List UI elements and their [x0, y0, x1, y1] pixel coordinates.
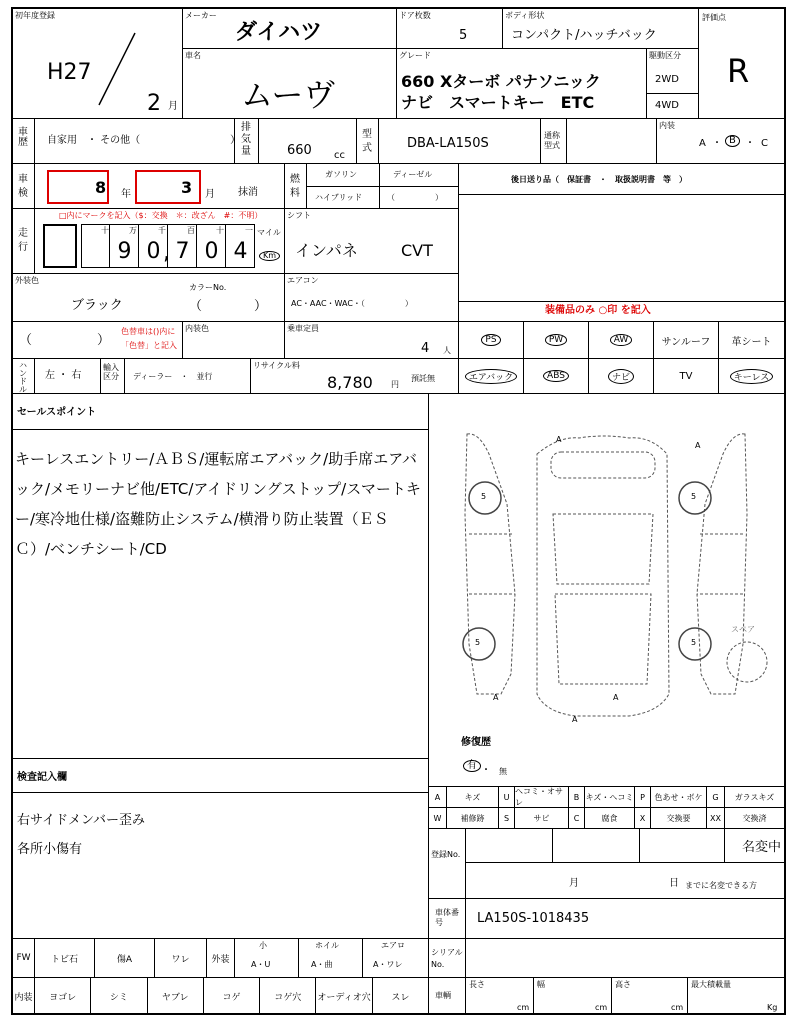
dimensions-label: 車輌 — [435, 991, 451, 1000]
interior-defect-item: ヤブレ — [148, 978, 204, 1015]
odometer-digit-box — [81, 224, 110, 268]
length-label: 長さ — [469, 980, 485, 989]
small-parts-cell — [235, 939, 299, 978]
recycle-label: リサイクル料 — [253, 361, 300, 370]
interior-a: A — [699, 138, 706, 149]
equipment-item — [459, 322, 524, 359]
ac-label: エアコン — [287, 276, 319, 285]
wheel-cell — [299, 939, 363, 978]
first-reg-month: 2 — [147, 91, 161, 116]
length-unit: cm — [517, 1003, 530, 1012]
deposit-label: 預託無 — [411, 374, 435, 383]
legend-meaning: ヘコミ・オサレ — [515, 787, 569, 808]
yen-unit: 円 — [391, 380, 399, 389]
legend-code: U — [499, 787, 515, 808]
equipment-item — [589, 322, 654, 359]
legend-meaning: 補修跡 — [447, 808, 499, 829]
odometer-digit: 0 — [204, 239, 219, 264]
equipment-item-circled: ナビ — [608, 369, 634, 384]
body-value: コンパクト/ハッチバック — [511, 28, 657, 43]
inspection-notes-cell — [13, 759, 429, 939]
handle-cell — [35, 359, 101, 394]
exterior-parts-label: 外装 — [207, 939, 235, 978]
repaint-note-1: 色替車は()内に — [121, 327, 176, 336]
import-cell — [125, 359, 251, 394]
max-load-label: 最大積載量 — [691, 980, 731, 989]
repaint-value: （ ） — [19, 333, 111, 348]
odometer-digit: 0 — [146, 239, 161, 264]
odometer-digit: 9 — [117, 239, 132, 264]
inspection-month: 3 — [181, 178, 193, 197]
legend-meaning: 交換要 — [651, 808, 707, 829]
repair-history-label: 修復歴 — [461, 737, 491, 748]
eval-score: R — [727, 52, 750, 90]
slash-mark — [93, 29, 143, 109]
color-no-label: カラーNo. — [189, 283, 227, 292]
equipment-item — [589, 359, 654, 394]
height-unit: cm — [671, 1003, 684, 1012]
legend-code: C — [569, 808, 585, 829]
recycle-fee: 8,780 — [327, 373, 373, 392]
legend-row-1 — [429, 787, 784, 808]
maker-value: ダイハツ — [235, 20, 323, 45]
capacity-label: 乗車定員 — [287, 324, 319, 333]
cc-unit: cc — [334, 150, 345, 161]
recycle-cell — [251, 359, 459, 394]
name-change-label: 名変中 — [742, 840, 782, 855]
interior-b-circled: B — [725, 135, 740, 147]
drive-label: 駆動区分 — [649, 51, 681, 60]
drive-cell — [647, 49, 699, 119]
damage-mark-right-front: A — [695, 441, 701, 450]
legend-code: B — [569, 787, 585, 808]
legend-code: S — [499, 808, 515, 829]
body-label: ボディ形状 — [505, 11, 545, 20]
car-outline-diagram — [429, 394, 784, 739]
registration-cell — [429, 829, 784, 899]
equipment-item-circled: AW — [610, 334, 633, 346]
auction-sheet — [11, 7, 786, 1015]
odometer-digit-box — [197, 224, 226, 268]
width-label: 幅 — [537, 980, 545, 989]
displacement-label: 排気量 — [241, 122, 251, 157]
odometer-digit-box — [168, 224, 197, 268]
first-reg-year: H27 — [47, 60, 92, 85]
legend-code: W — [429, 808, 447, 829]
odometer-unit-label: 万 — [129, 226, 137, 235]
odometer-unit-label: 百 — [187, 226, 195, 235]
grade-line-2: ナビ スマートキー ETC — [401, 93, 595, 112]
legend-meaning: サビ — [515, 808, 569, 829]
evaluation-cell — [699, 9, 784, 119]
transmission-type: CVT — [401, 241, 433, 260]
exterior-color-cell — [13, 274, 285, 322]
odometer-separator: , — [163, 240, 170, 265]
sales-point-text: キーレスエントリー/ＡＢＳ/運転席エアバック/助手席エアバック/メモリーナビ他/ETC/アイドリングストップ/スマートキー/寒冷地仕様/盗難防止システム/横滑り防止装置（ＥＳＣ）/ベンチシート/CD — [15, 450, 421, 558]
mileage-label-cell — [13, 209, 35, 274]
tire-right-front: 5 — [691, 492, 697, 501]
drive-4wd: 4WD — [655, 100, 679, 111]
interior-defect-item: コゲ — [204, 978, 260, 1015]
equipment-item — [459, 359, 524, 394]
interior-defect-item: ヨゴレ — [35, 978, 91, 1015]
wheel-label: ホイル — [315, 941, 339, 950]
exterior-color-value: ブラック — [71, 298, 123, 313]
year-unit: 年 — [121, 189, 131, 200]
aero-cell — [363, 939, 429, 978]
dimensions-row — [429, 978, 784, 1015]
odometer-unit-label: 千 — [158, 226, 166, 235]
interior-c: C — [761, 138, 768, 149]
interior-color-label: 内装色 — [185, 324, 209, 333]
odometer-unit-label: 一 — [245, 226, 253, 235]
legend-code: X — [635, 808, 651, 829]
reg-month-unit: 月 — [569, 878, 579, 889]
mileage-mark-box — [43, 224, 77, 268]
inspection-date-cell — [35, 164, 285, 209]
equipment-title: 装備品のみ ○印 を記入 — [545, 305, 651, 316]
model-label-cell — [357, 119, 379, 164]
eval-label: 評価点 — [702, 13, 726, 22]
sales-point-title: セールスポイント — [17, 407, 97, 418]
chassis-number: LA150S-1018435 — [477, 911, 590, 926]
ac-cell — [285, 274, 459, 322]
deferred-items-title: 後日送り品（ 保証書 ・ 取扱説明書 等 ） — [511, 175, 687, 184]
legend-code: XX — [707, 808, 725, 829]
deferred-items-cell — [459, 164, 784, 302]
legend-code: P — [635, 787, 651, 808]
equipment-item-circled: エアバック — [465, 369, 517, 384]
interior-label: 内装 — [659, 121, 675, 130]
aero-label: エアロ — [381, 941, 405, 950]
maker-label: メーカー — [185, 11, 217, 20]
legend-meaning: ガラスキズ — [725, 787, 784, 808]
first-reg-label: 初年度登録 — [15, 11, 55, 20]
fw-label: FW — [13, 939, 35, 978]
first-registration-cell — [13, 9, 183, 119]
damage-mark-rear-bottom: A — [572, 715, 578, 724]
name-change-note: までに名変できる方 — [685, 881, 757, 890]
equipment-item — [524, 322, 589, 359]
exterior-color-label: 外装色 — [15, 276, 39, 285]
mileage-cell — [35, 209, 285, 274]
equipment-item-circled: ABS — [543, 370, 569, 382]
small-label: 小 — [259, 941, 267, 950]
displacement-value: 660 — [287, 143, 312, 158]
inspection-label: 車検 — [18, 174, 28, 199]
car-name-cell — [183, 49, 397, 119]
chassis-cell — [429, 899, 784, 939]
history-label: 車歴 — [18, 127, 28, 148]
wheel-value: A・曲 — [311, 960, 333, 969]
mile-label: マイル — [257, 228, 281, 237]
legend-meaning: 腐食 — [585, 808, 635, 829]
inspection-year: 8 — [95, 178, 107, 197]
height-label: 高さ — [615, 980, 631, 989]
mileage-note: □内にマークを記入（$：交換 ＊：改ざん #：不明） — [59, 211, 263, 220]
cancelled-label: 抹消 — [238, 187, 258, 198]
fuel-gasoline: ガソリン — [325, 170, 357, 179]
ac-options: AC・AAC・WAC・（ ） — [291, 299, 413, 308]
legend-meaning: キズ・ヘコミ — [585, 787, 635, 808]
doors-value: 5 — [459, 28, 468, 43]
equipment-item: TV — [654, 359, 719, 394]
car-name-value: ムーヴ — [241, 76, 336, 114]
grade-line-1: 660 Xターボ パナソニック — [401, 72, 601, 91]
fuel-diesel: ディーゼル — [393, 170, 433, 179]
tire-right-rear: 5 — [691, 638, 697, 647]
shift-position: インパネ — [295, 241, 358, 260]
odometer-digit: 4 — [233, 239, 248, 264]
capacity-cell — [285, 322, 459, 359]
aero-value: A・ワレ — [373, 960, 403, 969]
interior-defect-item: シミ — [91, 978, 147, 1015]
damage-mark-rear: A — [613, 693, 619, 702]
grade-cell — [397, 49, 647, 119]
reg-day-unit: 日 — [669, 878, 679, 889]
damage-mark-front: A — [556, 435, 562, 444]
displacement-label-cell — [235, 119, 259, 164]
odometer-unit-label: 十 — [101, 226, 109, 235]
interior-defect-item: オーディオ穴 — [316, 978, 372, 1015]
fw-scratch: 傷A — [95, 939, 155, 978]
sales-point-cell — [13, 394, 429, 759]
mileage-label: 走行 — [18, 228, 28, 253]
odometer-digit-box — [226, 224, 255, 268]
inspection-notes-title: 検査記入欄 — [17, 772, 67, 783]
history-value: 自家用 ・ その他（ ） — [47, 135, 241, 146]
odometer-digit-box — [110, 224, 139, 268]
interior-defect-item: コゲ穴 — [260, 978, 316, 1015]
equipment-item: 革シート — [719, 322, 784, 359]
damage-mark-left-rear: A — [493, 693, 499, 702]
legend-meaning: 色あせ・ボケ — [651, 787, 707, 808]
equipment-title-cell — [459, 302, 784, 322]
displacement-cell — [259, 119, 357, 164]
equipment-item-circled: PS — [481, 334, 500, 346]
inspection-label-cell — [13, 164, 35, 209]
interior-defect-label: 内装 — [13, 978, 35, 1015]
interior-grade-cell: 内装 A ・ B ・ C — [657, 119, 784, 164]
model-label: 型式 — [362, 129, 372, 154]
fuel-hybrid: ハイブリッド — [315, 193, 363, 202]
legend-row-2 — [429, 808, 784, 829]
width-unit: cm — [595, 1003, 608, 1012]
repair-yes-circled: 有 — [463, 760, 481, 772]
common-model-cell — [567, 119, 657, 164]
body-type-cell — [503, 9, 699, 49]
import-value: ディーラー ・ 並行 — [133, 372, 213, 381]
registration-label: 登録No. — [431, 850, 461, 859]
capacity-value: 4 — [421, 341, 430, 356]
interior-color-cell — [183, 322, 285, 359]
tire-left-rear: 5 — [475, 638, 481, 647]
serial-cell — [429, 939, 784, 978]
small-value: A・U — [251, 960, 271, 969]
odometer-digit: 7 — [175, 239, 190, 264]
fuel-other: （ ） — [387, 193, 443, 202]
tire-left-front: 5 — [481, 492, 487, 501]
equipment-row-1 — [459, 322, 784, 359]
doors-cell — [397, 9, 503, 49]
max-load-unit: Kg — [767, 1003, 778, 1012]
color-no-value: （ ） — [189, 299, 268, 314]
fw-crack: ワレ — [155, 939, 207, 978]
equipment-item-circled: キーレス — [730, 369, 774, 384]
common-model-label-cell — [541, 119, 567, 164]
inspection-note-1: 右サイドメンバー歪み — [17, 813, 146, 828]
history-label-cell — [13, 119, 35, 164]
fuel-label-cell — [285, 164, 307, 209]
handle-label-cell — [13, 359, 35, 394]
inspection-note-2: 各所小傷有 — [17, 842, 83, 857]
repaint-cell — [13, 322, 183, 359]
drive-2wd: 2WD — [655, 74, 679, 85]
fuel-cell — [307, 164, 459, 209]
chassis-label: 車体番号 — [435, 908, 459, 927]
model-cell — [379, 119, 541, 164]
model-value: DBA-LA150S — [407, 136, 489, 151]
doors-label: ドア枚数 — [399, 11, 431, 20]
repair-no: 無 — [499, 767, 507, 776]
common-model-label: 通称型式 — [544, 131, 560, 150]
fw-chip: トビ石 — [35, 939, 95, 978]
repaint-note-2: 「色替」と記入 — [121, 341, 177, 350]
shift-cell — [285, 209, 459, 274]
shift-label: シフト — [287, 211, 311, 220]
month-unit: 月 — [168, 101, 178, 112]
odometer-unit-label: 十 — [216, 226, 224, 235]
legend-code: G — [707, 787, 725, 808]
month-unit-2: 月 — [205, 189, 215, 200]
equipment-item: サンルーフ — [654, 322, 719, 359]
km-label-circled: Km — [259, 251, 280, 261]
legend-code: A — [429, 787, 447, 808]
import-label-cell — [101, 359, 125, 394]
fuel-label: 燃料 — [290, 174, 300, 199]
car-name-label: 車名 — [185, 51, 201, 60]
legend-meaning: キズ — [447, 787, 499, 808]
maker-cell — [183, 9, 397, 49]
odometer-digits — [81, 224, 255, 268]
spare-tire-label: スペア — [731, 625, 755, 634]
equipment-item — [719, 359, 784, 394]
equipment-item — [524, 359, 589, 394]
grade-label: グレード — [399, 51, 431, 60]
interior-defect-row — [13, 978, 429, 1015]
equipment-row-2 — [459, 359, 784, 394]
legend-meaning: 交換済 — [725, 808, 784, 829]
import-label: 輸入区分 — [103, 363, 119, 381]
handle-value: 左 ・ 右 — [45, 370, 82, 381]
serial-label: シリアルNo. — [431, 948, 463, 969]
handle-label: ハンドル — [19, 361, 27, 394]
fw-exterior-row — [13, 939, 429, 978]
history-cell — [35, 119, 241, 164]
capacity-unit: 人 — [443, 346, 451, 355]
damage-diagram-cell: A A A A A 5 5 5 5 スペア 修復歴 有 ・ 無 — [429, 394, 784, 787]
interior-defect-item: スレ — [373, 978, 429, 1015]
equipment-item-circled: PW — [545, 334, 567, 346]
